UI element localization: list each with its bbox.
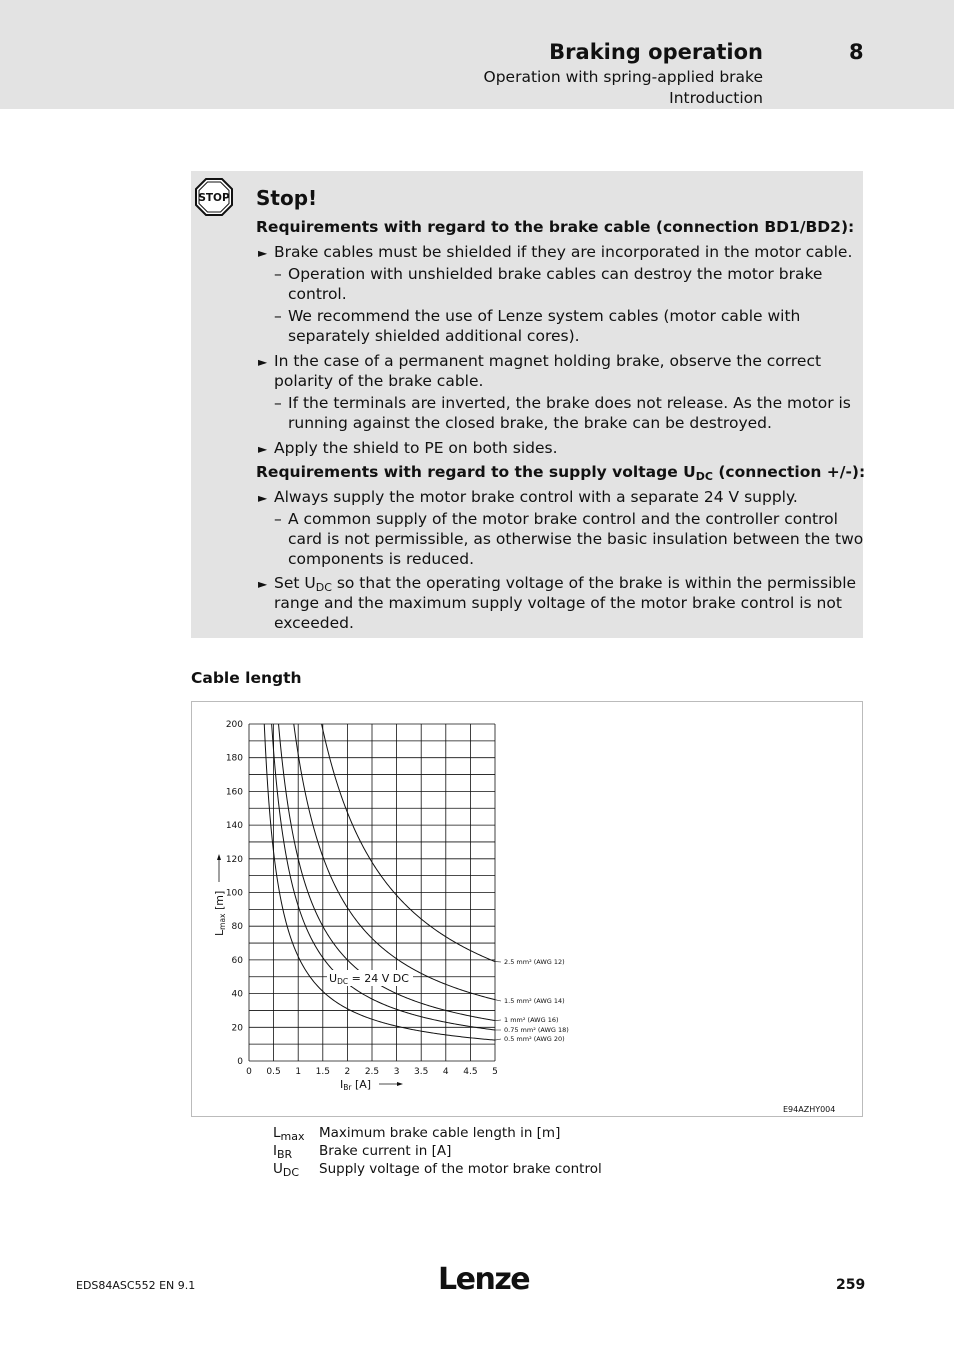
figure-id: E94AZHY004 bbox=[783, 1105, 836, 1114]
chart-annotation: UDC = 24 V DC bbox=[329, 972, 409, 986]
cable-length-chart bbox=[192, 702, 864, 1118]
series-label-leader bbox=[495, 1000, 501, 1001]
y-tick-label: 60 bbox=[231, 955, 243, 966]
x-tick-label: 0 bbox=[246, 1067, 252, 1077]
series-label: 1 mm² (AWG 16) bbox=[504, 1016, 559, 1024]
x-tick-label: 4 bbox=[442, 1067, 449, 1077]
sub-bullet-text: If the terminals are inverted, the brake does not release. As the motor is bbox=[288, 394, 851, 412]
series-label: 1.5 mm² (AWG 14) bbox=[504, 997, 565, 1005]
sub-bullet-text: A common supply of the motor brake control and the controller control bbox=[288, 510, 838, 528]
series-label: 0.5 mm² (AWG 20) bbox=[504, 1035, 565, 1043]
bullet-text: Set $U_{DC}$ so that the operating voltage of the brake is within the permissible bbox=[274, 574, 857, 594]
sub-bullet-text: running against the closed brake, the brake can be destroyed. bbox=[288, 414, 772, 432]
bullet-arrow-icon: ► bbox=[258, 491, 268, 505]
document-id: EDS84ASC552 EN 9.1 bbox=[76, 1279, 196, 1292]
bullet-text: Brake cables must be shielded if they are incorporated in the motor cable. bbox=[274, 243, 853, 261]
dash-icon: – bbox=[274, 265, 282, 283]
x-tick-label: 0.5 bbox=[266, 1067, 281, 1077]
y-tick-label: 0 bbox=[237, 1057, 243, 1067]
x-tick-label: 1.5 bbox=[315, 1067, 330, 1077]
series-line bbox=[294, 724, 495, 1000]
legend-description: Brake current in [A] bbox=[319, 1143, 452, 1159]
bullet-arrow-icon: ► bbox=[258, 577, 268, 591]
stop-title: Stop! bbox=[256, 186, 318, 210]
chapter-number: 8 bbox=[849, 40, 864, 64]
sub-bullet-text: We recommend the use of Lenze system cables (motor cable with bbox=[288, 307, 801, 325]
page-title: Braking operation bbox=[549, 40, 763, 64]
x-axis-label: IBr [A] bbox=[340, 1078, 372, 1092]
y-tick-label: 160 bbox=[225, 787, 243, 798]
bullet-text: exceeded. bbox=[274, 614, 354, 632]
y-tick-label: 120 bbox=[225, 854, 243, 865]
x-tick-label: 2 bbox=[344, 1067, 351, 1077]
x-axis-arrowhead-icon bbox=[397, 1082, 403, 1086]
sub-bullet-text: components is reduced. bbox=[288, 550, 475, 568]
x-tick-label: 2.5 bbox=[364, 1067, 380, 1077]
bullet-text: Always supply the motor brake control with a separate 24 V supply. bbox=[274, 488, 798, 506]
x-tick-label: 4.5 bbox=[463, 1067, 478, 1077]
y-tick-label: 20 bbox=[231, 1023, 243, 1034]
y-tick-label: 100 bbox=[225, 888, 243, 899]
figure-frame bbox=[191, 701, 863, 1117]
lenze-logo: Lenze bbox=[438, 1262, 530, 1297]
page-subsubtitle: Introduction bbox=[669, 89, 763, 107]
y-tick-label: 200 bbox=[225, 720, 243, 730]
bullet-text: Apply the shield to PE on both sides. bbox=[274, 439, 558, 457]
stop-sign-icon bbox=[195, 178, 233, 216]
y-axis-arrowhead-icon bbox=[217, 854, 221, 860]
page-number: 259 bbox=[836, 1277, 866, 1293]
bullet-arrow-icon: ► bbox=[258, 246, 268, 260]
bullet-text: range and the maximum supply voltage of the motor brake control is not bbox=[274, 594, 842, 612]
section-title: Cable length bbox=[191, 669, 302, 687]
series-label-leader bbox=[495, 1039, 501, 1040]
header-band bbox=[0, 0, 954, 109]
legend-symbol: $U_{DC}$ bbox=[273, 1161, 300, 1179]
y-axis-label: Lmax [m] bbox=[213, 890, 227, 936]
x-tick-label: 1 bbox=[295, 1067, 302, 1077]
voltage-requirements-heading: Requirements with regard to the supply voltage $U_{DC}$ (connection +/-): bbox=[256, 463, 866, 483]
bullet-arrow-icon: ► bbox=[258, 442, 268, 456]
dash-icon: – bbox=[274, 307, 282, 325]
y-tick-label: 40 bbox=[231, 989, 243, 1000]
series-label: 0.75 mm² (AWG 18) bbox=[504, 1026, 569, 1034]
sub-bullet-text: card is not permissible, as otherwise the basic insulation between the two bbox=[288, 530, 864, 548]
x-tick-label: 3.5 bbox=[414, 1067, 429, 1077]
series-line bbox=[264, 724, 495, 1040]
y-tick-label: 180 bbox=[225, 753, 243, 764]
sub-bullet-text: Operation with unshielded brake cables can destroy the motor brake bbox=[288, 265, 823, 283]
legend-description: Maximum brake cable length in [m] bbox=[319, 1125, 561, 1141]
dash-icon: – bbox=[274, 510, 282, 528]
y-tick-label: 80 bbox=[231, 922, 243, 933]
x-tick-label: 5 bbox=[492, 1067, 498, 1077]
series-label: 2.5 mm² (AWG 12) bbox=[504, 958, 565, 966]
sub-bullet-text: control. bbox=[288, 285, 347, 303]
cable-requirements-heading: Requirements with regard to the brake cable (connection BD1/BD2): bbox=[256, 218, 855, 236]
dash-icon: – bbox=[274, 394, 282, 412]
y-tick-label: 140 bbox=[225, 821, 243, 832]
bullet-arrow-icon: ► bbox=[258, 355, 268, 369]
x-tick-label: 3 bbox=[393, 1067, 400, 1077]
bullet-text: polarity of the brake cable. bbox=[274, 372, 484, 390]
legend-symbol: $L_{max}$ bbox=[273, 1125, 305, 1143]
bullet-text: In the case of a permanent magnet holding brake, observe the correct bbox=[274, 352, 822, 370]
legend-description: Supply voltage of the motor brake control bbox=[319, 1161, 602, 1177]
series-label-leader bbox=[495, 1020, 501, 1021]
stop-icon-text: STOP bbox=[198, 192, 230, 204]
legend-symbol: $I_{BR}$ bbox=[273, 1143, 293, 1161]
sub-bullet-text: separately shielded additional cores). bbox=[288, 327, 580, 345]
page-subtitle: Operation with spring-applied brake bbox=[483, 68, 763, 86]
